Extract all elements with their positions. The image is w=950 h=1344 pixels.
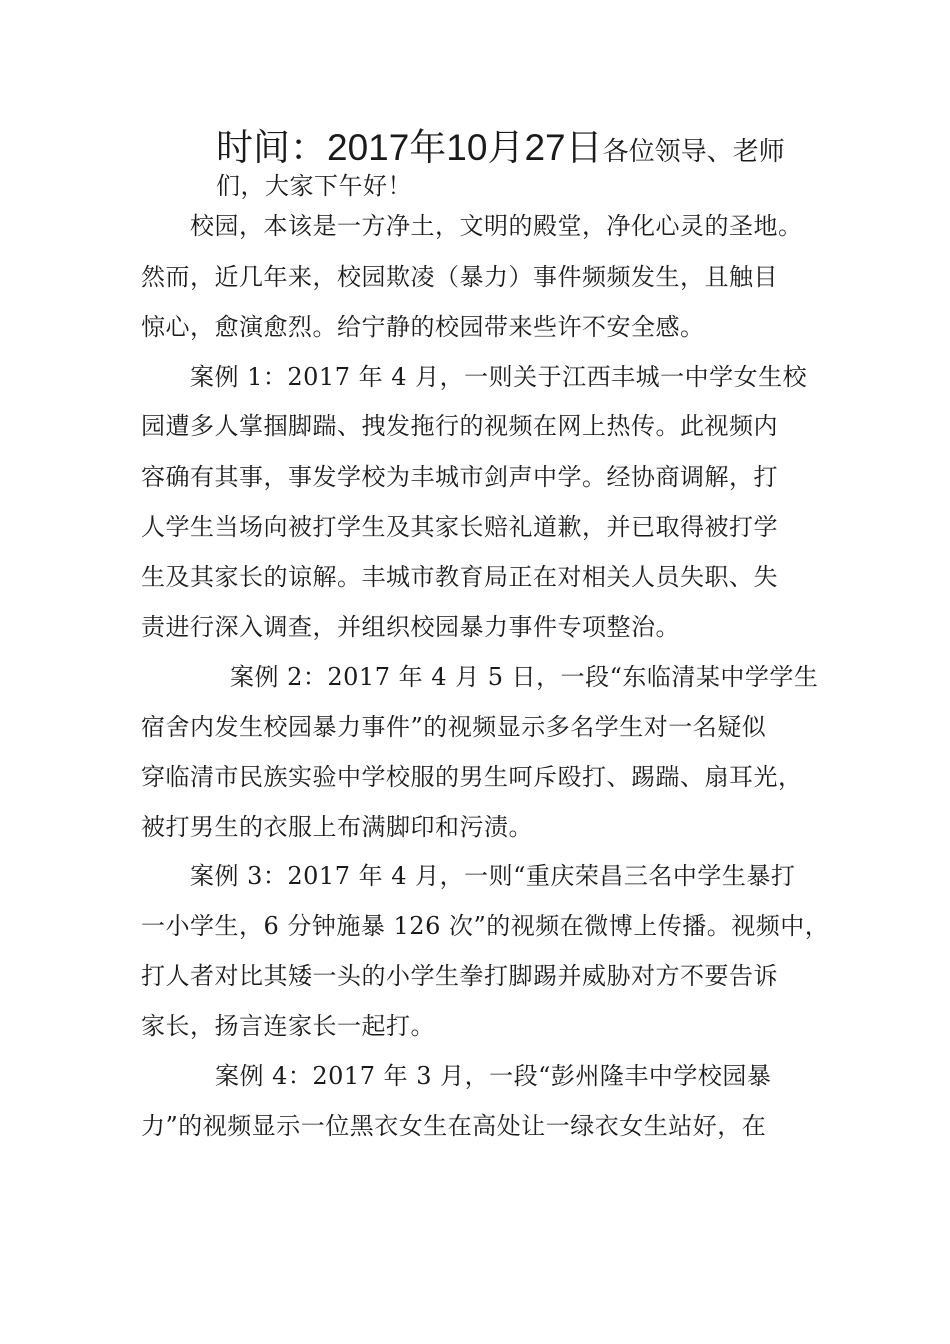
- greeting-continuation: 们，大家下午好！: [216, 172, 412, 200]
- meeting-date: 时间：2017年10月27日: [216, 127, 603, 168]
- case-3-line-4: 家长，扬言连家长一起打。: [141, 1012, 435, 1040]
- case-3-line-1: 案例 3：2017 年 4 月，一则“重庆荣昌三名中学生暴打: [190, 862, 796, 890]
- paragraph-1-line-1: 校园，本该是一方净土，文明的殿堂，净化心灵的圣地。: [190, 212, 803, 240]
- case-4-line-1: 案例 4：2017 年 3 月，一段“彭州隆丰中学校园暴: [215, 1062, 772, 1090]
- case-1-line-1: 案例 1：2017 年 4 月，一则关于江西丰城一中学女生校: [190, 363, 808, 391]
- case-1-line-4: 人学生当场向被打学生及其家长赔礼道歉，并已取得被打学: [141, 513, 778, 541]
- case-1-line-3: 容确有其事，事发学校为丰城市剑声中学。经协商调解，打: [141, 463, 778, 491]
- case-2-line-3: 穿临清市民族实验中学校服的男生呵斥殴打、踢踹、扇耳光，: [141, 763, 803, 791]
- case-1-line-2: 园遭多人掌掴脚踹、拽发拖行的视频在网上热传。此视频内: [141, 412, 778, 440]
- paragraph-1-line-2: 然而，近几年来，校园欺凌（暴力）事件频频发生，且触目: [141, 263, 778, 291]
- greeting-text: 各位领导、老师: [602, 137, 785, 167]
- paragraph-1-line-3: 惊心，愈演愈烈。给宁静的校园带来些许不安全感。: [141, 313, 705, 341]
- case-3-line-2: 一小学生，6 分钟施暴 126 次”的视频在微博上传播。视频中，: [141, 912, 830, 940]
- case-1-line-6: 责进行深入调查，并组织校园暴力事件专项整治。: [141, 613, 680, 641]
- case-1-line-5: 生及其家长的谅解。丰城市教育局正在对相关人员失职、失: [141, 563, 778, 591]
- case-2-line-2: 宿舍内发生校园暴力事件”的视频显示多名学生对一名疑似: [141, 713, 767, 741]
- case-2-line-4: 被打男生的衣服上布满脚印和污渍。: [141, 813, 533, 841]
- case-4-line-2: 力”的视频显示一位黑衣女生在高处让一绿衣女生站好，在: [141, 1112, 767, 1140]
- case-3-line-3: 打人者对比其矮一头的小学生拳打脚踢并威胁对方不要告诉: [141, 962, 778, 990]
- case-2-line-1: 案例 2：2017 年 4 月 5 日，一段“东临清某中学学生: [230, 663, 819, 691]
